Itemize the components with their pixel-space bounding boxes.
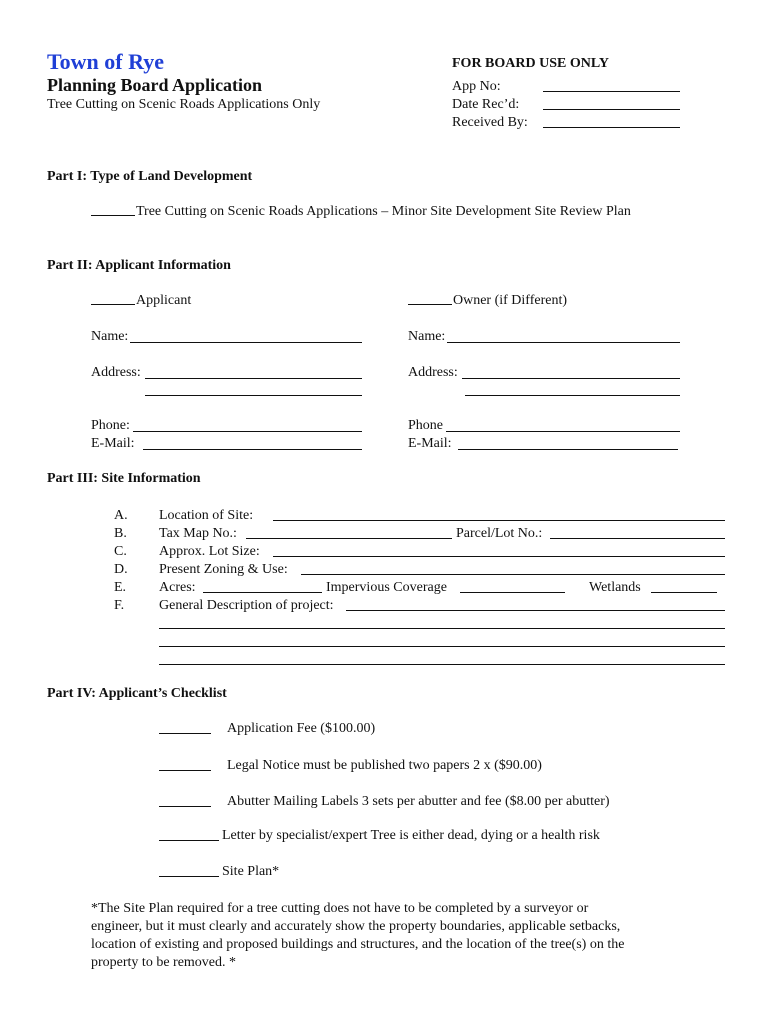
owner-phone-field[interactable] (446, 431, 680, 432)
checklist-site-plan: Site Plan* (222, 864, 280, 879)
owner-name-label: Name: (408, 329, 446, 344)
part4-heading: Part IV: Applicant’s Checklist (47, 686, 227, 701)
acres-label: Acres: (159, 580, 196, 595)
app-no-field[interactable] (543, 91, 680, 92)
part1-checkbox-blank[interactable] (91, 215, 135, 216)
owner-address-field[interactable] (462, 378, 680, 379)
received-by-field[interactable] (543, 127, 680, 128)
form-subtitle: Tree Cutting on Scenic Roads Applications Only (47, 97, 321, 112)
applicant-name-field[interactable] (130, 342, 362, 343)
checklist-blank-fee[interactable] (159, 733, 211, 734)
board-use-heading: FOR BOARD USE ONLY (452, 56, 610, 71)
owner-label: Owner (if Different) (453, 293, 568, 308)
acres-field[interactable] (203, 592, 322, 593)
owner-address-label: Address: (408, 365, 458, 380)
checklist-fee: Application Fee ($100.00) (227, 721, 376, 736)
description-field-4[interactable] (159, 664, 725, 665)
applicant-check-blank[interactable] (91, 304, 135, 305)
applicant-email-field[interactable] (143, 449, 362, 450)
item-letter: A. (114, 508, 128, 523)
checklist-blank-site-plan[interactable] (159, 876, 219, 877)
part1-option: Tree Cutting on Scenic Roads Applications – Minor Site Development Site Review Plan (136, 204, 631, 219)
footnote-line: location of existing and proposed buildings and structures, and the location of the tree(s) on the (91, 937, 625, 952)
description-field[interactable] (346, 610, 725, 611)
checklist-blank-labels[interactable] (159, 806, 211, 807)
owner-phone-label: Phone (408, 418, 443, 433)
wetlands-label: Wetlands (589, 580, 641, 595)
checklist-specialist-letter: Letter by specialist/expert Tree is either dead, dying or a health risk (222, 828, 600, 843)
zoning-label: Present Zoning & Use: (159, 562, 288, 577)
applicant-name-label: Name: (91, 329, 129, 344)
part3-heading: Part III: Site Information (47, 471, 201, 486)
item-letter: F. (114, 598, 125, 613)
description-field-2[interactable] (159, 628, 725, 629)
form-title: Planning Board Application (47, 75, 263, 95)
owner-name-field[interactable] (447, 342, 680, 343)
part1-heading: Part I: Type of Land Development (47, 169, 253, 184)
footnote-line: engineer, but it must clearly and accurately show the property boundaries, applicable setbacks, (91, 919, 621, 934)
description-field-3[interactable] (159, 646, 725, 647)
applicant-label: Applicant (136, 293, 192, 308)
location-label: Location of Site: (159, 508, 254, 523)
item-letter: E. (114, 580, 127, 595)
footnote-line: property to be removed. * (91, 955, 237, 970)
owner-email-label: E-Mail: (408, 436, 452, 451)
town-title: Town of Rye (47, 49, 164, 74)
date-recd-field[interactable] (543, 109, 680, 110)
parcel-field[interactable] (550, 538, 725, 539)
applicant-address-label: Address: (91, 365, 141, 380)
applicant-address-field-2[interactable] (145, 395, 362, 396)
owner-email-field[interactable] (458, 449, 678, 450)
zoning-field[interactable] (301, 574, 725, 575)
location-field[interactable] (273, 520, 725, 521)
item-letter: B. (114, 526, 127, 541)
app-no-label: App No: (452, 79, 501, 94)
applicant-phone-label: Phone: (91, 418, 130, 433)
received-by-label: Received By: (452, 115, 528, 130)
applicant-email-label: E-Mail: (91, 436, 135, 451)
footnote-line: *The Site Plan required for a tree cutting does not have to be completed by a surveyor or (91, 901, 589, 916)
item-letter: C. (114, 544, 127, 559)
item-letter: D. (114, 562, 128, 577)
impervious-field[interactable] (460, 592, 565, 593)
owner-check-blank[interactable] (408, 304, 452, 305)
part2-heading: Part II: Applicant Information (47, 258, 231, 273)
description-label: General Description of project: (159, 598, 334, 613)
applicant-phone-field[interactable] (133, 431, 362, 432)
lot-size-field[interactable] (273, 556, 725, 557)
parcel-label: Parcel/Lot No.: (456, 526, 543, 541)
checklist-abutter-labels: Abutter Mailing Labels 3 sets per abutter and fee ($8.00 per abutter) (227, 794, 610, 809)
checklist-blank-notice[interactable] (159, 770, 211, 771)
wetlands-field[interactable] (651, 592, 717, 593)
applicant-address-field[interactable] (145, 378, 362, 379)
checklist-legal-notice: Legal Notice must be published two papers 2 x ($90.00) (227, 758, 542, 773)
impervious-label: Impervious Coverage (326, 580, 447, 595)
lot-size-label: Approx. Lot Size: (159, 544, 260, 559)
tax-map-label: Tax Map No.: (159, 526, 237, 541)
checklist-blank-letter[interactable] (159, 840, 219, 841)
date-recd-label: Date Rec’d: (452, 97, 520, 112)
tax-map-field[interactable] (246, 538, 452, 539)
owner-address-field-2[interactable] (465, 395, 680, 396)
